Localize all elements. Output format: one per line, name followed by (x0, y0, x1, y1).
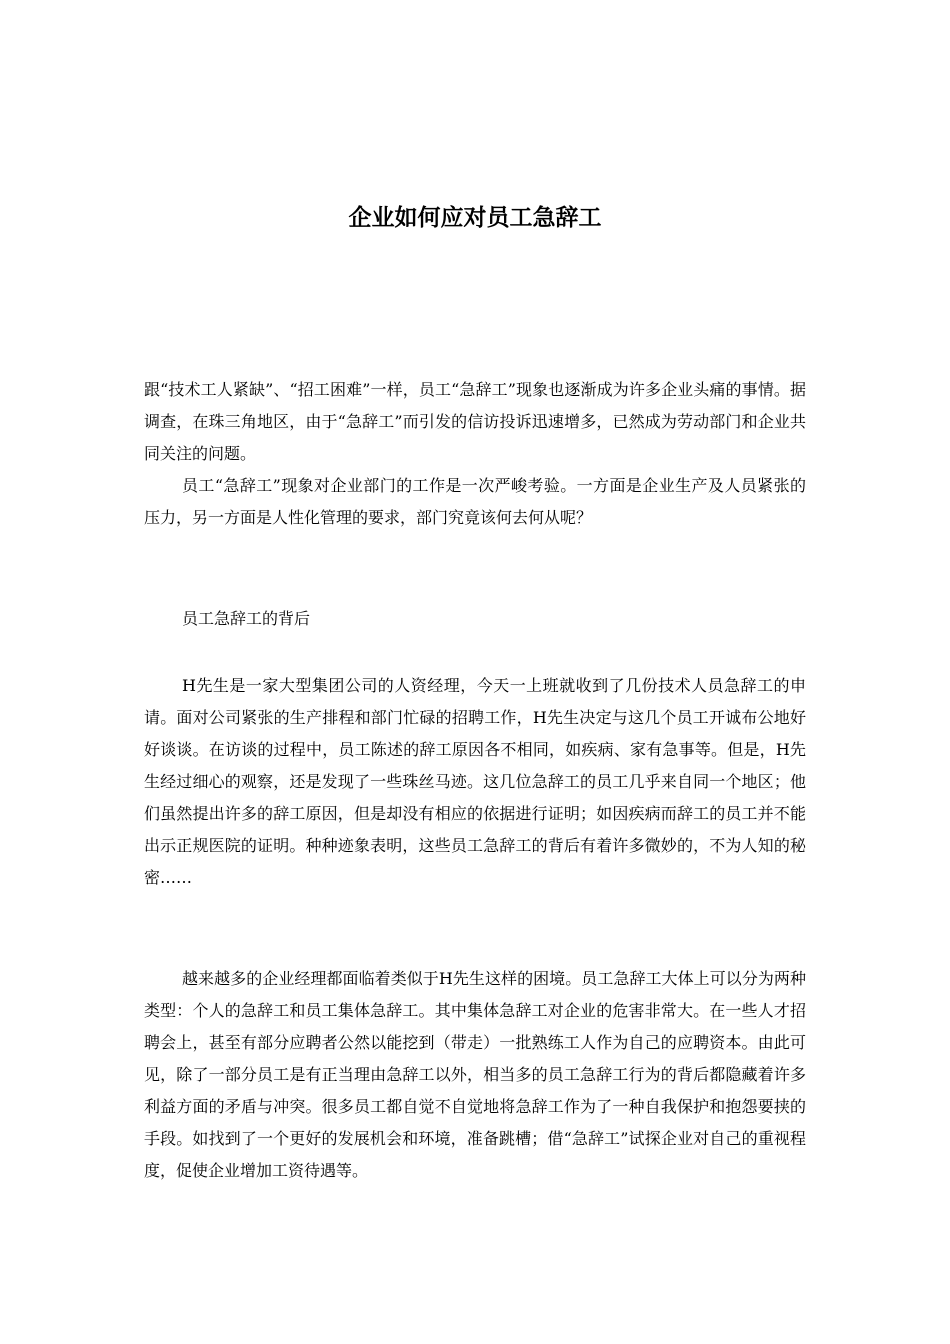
paragraph-challenge: 员工“急辞工”现象对企业部门的工作是一次严峻考验。一方面是企业生产及人员紧张的压力，另一方面是人性化管理的要求，部门究竟该何去何从呢？ (144, 476, 806, 527)
paragraph-analysis: 越来越多的企业经理都面临着类似于H先生这样的困境。员工急辞工大体上可以分为两种类型：个人的急辞工和员工集体急辞工。其中集体急辞工对企业的危害非常大。在一些人才招聘会上，甚至有部分应聘者公然以能挖到（带走）一批熟练工人作为自己的应聘资本。由此可见，除了一部分员工是有正当理由急辞工以外，相当多的员工急辞工行为的背后都隐藏着许多利益方面的矛盾与冲突。很多员工都自觉不自觉地将急辞工作为了一种自我保护和抱怨要挟的手段。如找到了一个更好的发展机会和环境，准备跳槽；借“急辞工”试探企业对自己的重视程度，促使企业增加工资待遇等。 (144, 969, 806, 1180)
document-title: 企业如何应对员工急辞工 (348, 204, 602, 231)
paragraph-case-story: H先生是一家大型集团公司的人资经理，今天一上班就收到了几份技术人员急辞工的申请。面对公司紧张的生产排程和部门忙碌的招聘工作，H先生决定与这几个员工开诚布公地好好谈谈。在访谈的过程中，员工陈述的辞工原因各不相同，如疾病、家有急事等。但是，H先生经过细心的观察，还是发现了一些珠丝马迹。这几位急辞工的员工几乎来自同一个地区；他们虽然提出许多的辞工原因，但是却没有相应的依据进行证明；如因疾病而辞工的员工并不能出示正规医院的证明。种种迹象表明，这些员工急辞工的背后有着许多微妙的，不为人知的秘密…… (144, 676, 806, 887)
paragraph-intro: 跟“技术工人紧缺”、“招工困难”一样，员工“急辞工”现象也逐渐成为许多企业头痛的事情。据调查，在珠三角地区，由于“急辞工”而引发的信访投诉迅速增多，已然成为劳动部门和企业共同关注的问题。 (144, 380, 806, 463)
section-heading: 员工急辞工的背后 (182, 609, 311, 628)
